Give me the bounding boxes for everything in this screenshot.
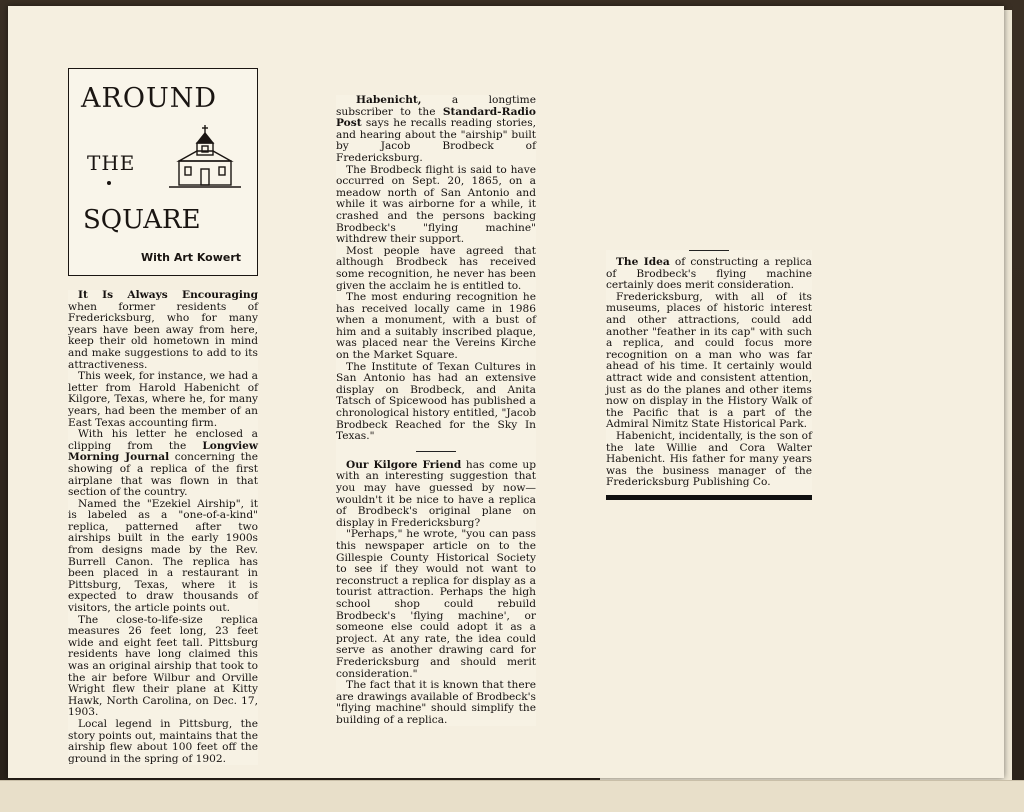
col2-paragraph-2: The Brodbeck flight is said to have occurred on Sept. 20, 1865, on a meadow north of San Antonio and while it was airborne for a while, it crashed and the persons backing Brodbeck's "flying machine" withdrew their support.: [336, 163, 536, 246]
col2-p6-lead: Our Kilgore Friend: [346, 458, 462, 471]
col2-paragraph-5: The Institute of Texan Cultures in San Antonio has had an extensive display on Brodbeck, and Anita Tatsch of Spicewood has published a chronological history entitled, "Jacob Brodbeck Reached for the Sky In Texas.": [336, 360, 536, 443]
col3-paragraph-2: Fredericksburg, with all of its museums, places of historic interest and other attractions, could add another "feather in its cap" with such a replica, and could focus more recognition on a man who was far ahead of his time. It certainly would attract wide and consistent attention, just as do the planes and other items now on display in the History Walk of the Pacific that is a part of the Admiral Nimitz State Historical Park.: [606, 290, 812, 431]
section-divider-top: [689, 250, 729, 251]
masthead-around: AROUND: [81, 83, 217, 114]
col1-paragraph-1: [68, 290, 258, 371]
col2-p6-text: has come up with an interesting suggestion that you may have guessed by now—wouldn't it be nice to have a replica of Brodbeck's original plane on display in Fredericksburg?: [336, 458, 536, 529]
page-bottom-edge: [0, 780, 1024, 812]
masthead-the: THE: [87, 151, 136, 175]
col2-paragraph-1: [336, 95, 536, 165]
col1-p1-lead: It Is Always Encouraging: [78, 289, 258, 301]
col3-p1-lead: The Idea: [616, 256, 670, 268]
col3-paragraph-1: [606, 257, 812, 292]
col2-p1-bold: Standard-Radio Post: [336, 105, 536, 130]
column-masthead: [68, 68, 258, 276]
column-two-clipping: [336, 95, 536, 726]
col1-paragraph-6: Local legend in Pittsburg, the story points out, maintains that the airship flew about 100 feet off the ground in the spring of 1902.: [68, 717, 258, 765]
col1-p1-text: when former residents of Fredericksburg, who for many years have been away from here, keep their old hometown in mind and make suggestions to add to its attractiveness.: [68, 300, 258, 371]
col3-paragraph-3: Habenicht, incidentally, is the son of the late Willie and Cora Walter Habenicht. His father for many years was the business manager of the Fredericksburg Publishing Co.: [606, 429, 812, 489]
col2-paragraph-6: [336, 460, 536, 530]
col1-paragraph-2: This week, for instance, we had a letter from Harold Habenicht of Kilgore, Texas, where he, for many years, had been the member of an East Texas accounting firm.: [68, 370, 258, 429]
col2-paragraph-8: The fact that it is known that there are drawings available of Brodbeck's "flying machine" should simplify the building of a replica.: [336, 679, 536, 726]
col1-paragraph-4: Named the "Ezekiel Airship", it is labeled as a "one-of-a-kind" replica, patterned after two airships built in the early 1900s from designs made by the Rev. Burrell Canon. The replica has been placed in a restaurant in Pittsburg, Texas, where it is expected to draw thousands of visitors, the article points out.: [68, 497, 258, 615]
col1-p3-bold: Longview Morning Journal: [68, 439, 258, 464]
column-end-rule: [606, 495, 812, 500]
col2-p1-text-a: a longtime subscriber to the: [336, 94, 536, 118]
col1-paragraph-3: [68, 429, 258, 499]
masthead-dot: [107, 181, 111, 185]
masthead-square: SQUARE: [83, 205, 201, 235]
col2-paragraph-3: Most people have agreed that although Brodbeck has received some recognition, he never has been given the acclaim he is entitled to.: [336, 244, 536, 292]
column-one-clipping: [68, 290, 258, 765]
col2-p1-text-b: says he recalls reading stories, and hearing about the "airship" built by Jacob Brodbeck of Fredericksburg.: [336, 117, 536, 164]
col2-paragraph-7: "Perhaps," he wrote, "you can pass this newspaper article on to the Gillespie County Historical Society to see if they would not want to reconstruct a replica for display as a tourist attraction. Perhaps the high school shop could rebuild Brodbeck's 'flying machine', or someone else could adopt it as a project. At any rate, the idea could serve as another drawing card for Fredericksburg and should merit consideration.": [336, 528, 536, 680]
col1-p3-text-a: With his letter he enclosed a clipping from the: [68, 428, 258, 452]
vereins-kirche-icon: [165, 125, 245, 195]
col3-p1-text: of constructing a replica of Brodbeck's flying machine certainly does merit consideration.: [606, 256, 813, 292]
col1-paragraph-5: The close-to-life-size replica measures 26 feet long, 23 feet wide and eight feet tall. Pittsburg residents have long claimed this was an original airship that took to the air before Wilbur and Orville Wright flew their plane at Kitty Hawk, North Carolina, on Dec. 17, 1903.: [68, 613, 258, 719]
col1-p3-text-b: concerning the showing of a replica of the first airplane that was flown in that section of the country.: [68, 451, 258, 499]
col2-paragraph-4: The most enduring recognition he has received locally came in 1986 when a monument, with a bust of him and a suitably inscribed plaque, was placed near the Vereins Kirche on the Market Square.: [336, 291, 536, 362]
masthead-byline: With Art Kowert: [141, 251, 242, 264]
col2-p1-lead: Habenicht,: [356, 94, 422, 106]
section-divider: [416, 451, 456, 452]
column-three-clipping: [606, 250, 812, 500]
